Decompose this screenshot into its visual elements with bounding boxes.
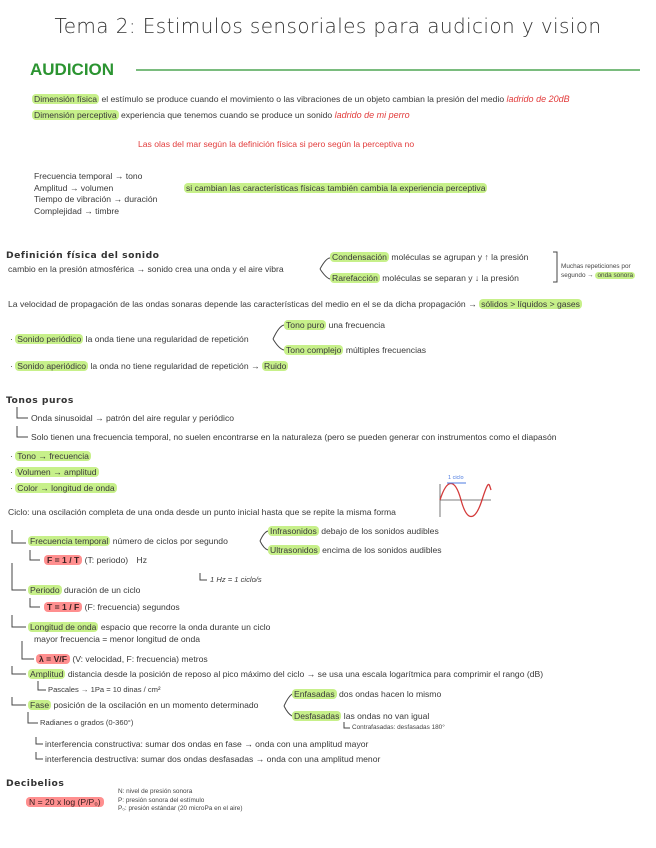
longitud-line — [28, 622, 270, 632]
def-perceptiva-text: experiencia que tenemos cuando se produce un sonido — [121, 110, 333, 120]
onda-sonora-highlight: onda sonora — [597, 272, 634, 279]
repeticiones-note-line: Muchas repeticiones por — [561, 263, 631, 270]
def-perceptiva-term: Dimensión perceptiva — [34, 110, 117, 120]
condensacion-line — [330, 252, 528, 262]
enfasadas-line — [292, 689, 441, 699]
hz-note: 1 Hz = 1 ciclo/s — [210, 575, 262, 584]
mapping-item: Frecuencia temporal → tono — [34, 171, 143, 181]
formula-lambda-note: (V: velocidad, F: frecuencia) metros — [72, 654, 208, 664]
ruido-highlight: Ruido — [263, 361, 287, 371]
rarefaccion-line — [330, 273, 519, 283]
ultrasonidos-line — [268, 545, 442, 555]
physical-perceptual-mapping — [34, 171, 157, 217]
formula-lambda: λ = V/F — [36, 654, 70, 664]
mapping-note-text: si cambian las características físicas también cambia la experiencia perceptiva — [186, 183, 486, 193]
page-title: Tema 2: Estimulos sensoriales para audicion y vision — [54, 14, 602, 38]
tono-puro-text: una frecuencia — [328, 320, 386, 330]
def-fisica-text: el estímulo se produce cuando el movimiento o las vibraciones de un objeto cambian la presión del medio — [101, 94, 505, 104]
velocidad-line — [8, 299, 582, 309]
formula-t-line — [44, 602, 180, 612]
tp-line-2: Solo tienen una frecuencia temporal, no suelen encontrarse en la naturaleza (pero se pueden generar con instrumentos como el diapasón — [31, 432, 557, 442]
formula-f-line — [44, 555, 147, 565]
tono-complejo-text: múltiples frecuencias — [345, 345, 427, 355]
desfasadas-text: las ondas no van igual — [343, 711, 430, 721]
periodo-term: Periodo — [30, 585, 60, 595]
longitud-term: Longitud de onda — [30, 622, 97, 632]
infrasonidos-line — [268, 526, 439, 536]
sonido-periodico-line: · Sonido periódico la onda tiene una regularidad de repetición — [10, 334, 249, 344]
ultrasonidos-text: encima de los sonidos audibles — [322, 545, 442, 555]
longitud-text: espacio que recorre la onda durante un ciclo — [100, 622, 271, 632]
frecuencia-text: número de ciclos por segundo — [112, 536, 228, 546]
ciclo-text: Ciclo: una oscilación completa de una onda desde un punto inicial hasta que se repite la misma forma — [8, 507, 396, 517]
def-perceptiva-note: ladrido de mi perro — [334, 110, 410, 120]
amplitud-line — [28, 669, 543, 679]
tono-complejo-term: Tono complejo — [286, 345, 342, 355]
infrasonidos-term: Infrasonidos — [270, 526, 317, 536]
periodo-text: duración de un ciclo — [64, 585, 141, 595]
interferencia-constructiva: interferencia constructiva: sumar dos ondas en fase → onda con una amplitud mayor — [45, 739, 369, 749]
formula-lambda-line — [36, 654, 208, 664]
frecuencia-line — [28, 536, 228, 546]
tono-puro-line — [284, 320, 385, 330]
formula-t-note: (F: frecuencia) segundos — [84, 602, 180, 612]
interferencia-destructiva: interferencia destructiva: sumar dos ondas desfasadas → onda con una amplitud menor — [45, 754, 381, 764]
db-legend-item: P: presión sonora del estímulo — [118, 796, 205, 804]
formula-db: N = 20 x log (P/P₀) — [26, 797, 104, 807]
repeticiones-note — [561, 262, 635, 280]
enfasadas-term: Enfasadas — [294, 689, 335, 699]
sonido-aperiodico-line: · Sonido aperiódico la onda no tiene regularidad de repetición → Ruido — [10, 361, 287, 371]
decibelios-heading: Decibelios — [6, 778, 65, 789]
db-legend-item: P₀: presión estándar (20 microPa en el aire) — [118, 805, 243, 812]
infrasonidos-text: debajo de los sonidos audibles — [321, 526, 439, 536]
def-sonido-heading: Definición física del sonido — [6, 250, 160, 261]
tp-bullet: Volumen → amplitud — [17, 467, 97, 477]
periodo-line — [28, 585, 140, 595]
sonido-aperiodico-text: la onda no tiene regularidad de repetición → — [90, 361, 260, 371]
formula-f: F = 1 / T — [44, 555, 82, 565]
velocidad-text: La velocidad de propagación de las ondas sonaras depende las características del medio en el se da dicha propagación → — [8, 299, 477, 309]
fase-text: posición de la oscilación en un momento determinado — [53, 700, 259, 710]
velocidad-highlight: sólidos > líquidos > gases — [481, 299, 580, 309]
condensacion-term: Condensación — [332, 252, 387, 262]
red-sentence: Las olas del mar según la definición física si pero según la perceptiva no — [138, 139, 415, 149]
db-legend-item: N: nivel de presión sonora — [118, 788, 193, 795]
condensacion-text: moléculas se agrupan y ↑ la presión — [391, 252, 529, 262]
mapping-item: Amplitud → volumen — [34, 182, 114, 193]
frecuencia-term: Frecuencia temporal — [30, 536, 109, 546]
mapping-note — [184, 183, 487, 193]
tp-line-1: Onda sinusoidal → patrón del aire regular y periódico — [31, 413, 235, 423]
longitud-text-2: mayor frecuencia = menor longitud de onda — [34, 634, 201, 644]
fase-line — [28, 700, 258, 710]
tono-puro-term: Tono puro — [286, 320, 325, 330]
def-perceptiva-line — [32, 110, 410, 120]
repeticiones-note-line: segundo → — [561, 272, 594, 279]
contrafasadas-note: Contrafasadas: desfasadas 180° — [352, 724, 445, 731]
wave-label: 1 ciclo — [448, 475, 464, 481]
desfasadas-line — [292, 711, 429, 721]
radianes-note: Radianes o grados (0-360°) — [40, 718, 134, 727]
formula-t: T = 1 / F — [44, 602, 82, 612]
rarefaccion-text: moléculas se separan y ↓ la presión — [382, 273, 519, 283]
fase-term: Fase — [30, 700, 50, 710]
amplitud-term: Amplitud — [30, 669, 64, 679]
mapping-item: Complejidad → timbre — [34, 205, 120, 216]
sonido-periodico-term: Sonido periódico — [17, 334, 82, 344]
def-fisica-note: ladrido de 20dB — [506, 94, 570, 104]
pascales-note: Pascales → 1Pa = 10 dinas / cm² — [48, 685, 161, 694]
def-fisica-term: Dimensión física — [34, 94, 98, 104]
formula-f-note: (T: periodo) — [84, 555, 129, 565]
desfasadas-term: Desfasadas — [294, 711, 340, 721]
tonos-puros-heading: Tonos puros — [6, 395, 74, 406]
enfasadas-text: dos ondas hacen lo mismo — [339, 689, 442, 699]
section-heading: AUDICION — [30, 60, 115, 79]
amplitud-text: distancia desde la posición de reposo al pico máximo del ciclo → se usa una escala logarítmica para comprimir el rango (dB) — [67, 669, 544, 679]
rarefaccion-term: Rarefacción — [332, 273, 378, 283]
tp-bullets: · Tono → frecuencia · Volumen → amplitud · Color → longitud de onda — [10, 451, 115, 493]
def-sonido-text: cambio en la presión atmosférica → sonido crea una onda y el aire vibra — [8, 264, 284, 274]
mapping-item: Tiempo de vibración → duración — [34, 194, 158, 204]
tp-bullet: Tono → frecuencia — [17, 451, 89, 461]
ultrasonidos-term: Ultrasonidos — [270, 545, 318, 555]
sonido-periodico-text: la onda tiene una regularidad de repetición — [85, 334, 249, 344]
formula-db-line — [26, 797, 104, 807]
hz-label: Hz — [136, 555, 148, 565]
sonido-aperiodico-term: Sonido aperiódico — [17, 361, 87, 371]
db-legend — [118, 788, 243, 814]
def-fisica-line — [32, 94, 570, 104]
tp-bullet: Color → longitud de onda — [17, 483, 115, 493]
tono-complejo-line — [284, 345, 426, 355]
sine-wave-diagram — [440, 483, 491, 517]
